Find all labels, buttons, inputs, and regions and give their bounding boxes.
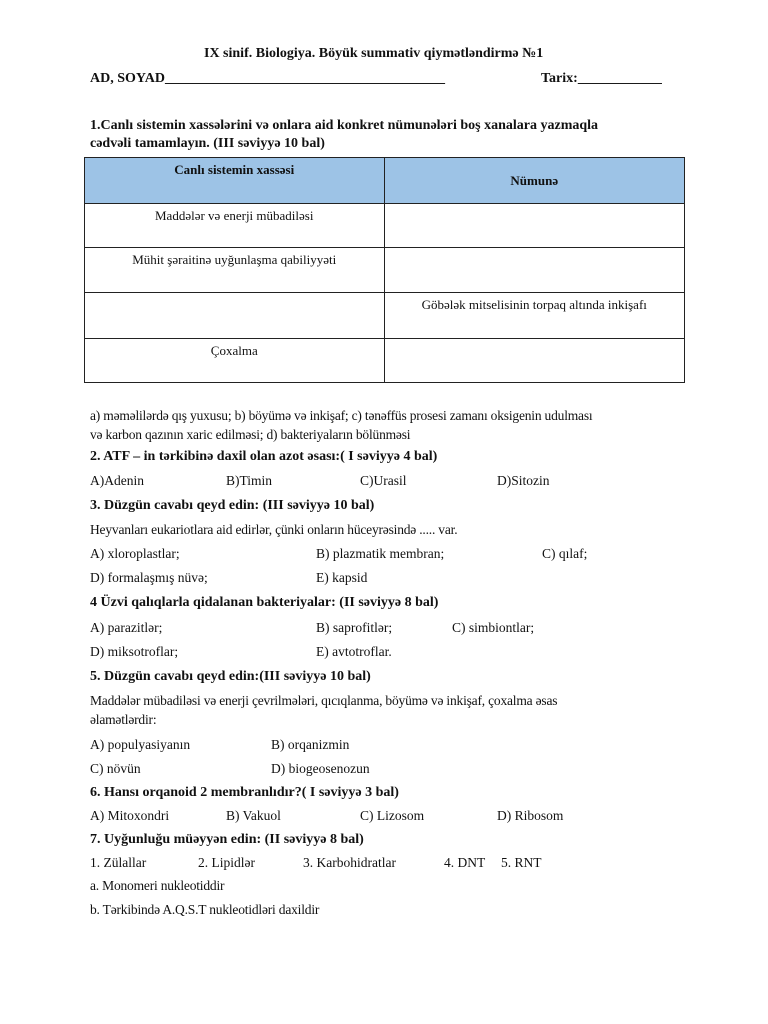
q7-statement-b: b. Tərkibində A.Q.S.T nukleotidləri daxildir	[90, 902, 320, 917]
q1-text-line1: 1.Canlı sistemin xassələrini və onlara aid konkret nümunələri boş xanalara yazmaqla	[90, 118, 599, 133]
q4-option-d[interactable]: D) miksotroflar;	[90, 644, 179, 659]
q6-option-d[interactable]: D) Ribosom	[497, 808, 564, 823]
q3-option-b[interactable]: B) plazmatik membran;	[316, 546, 445, 561]
q7-item-1: 1. Zülallar	[90, 855, 147, 870]
q4-option-c[interactable]: C) simbiontlar;	[452, 620, 535, 635]
page-title: IX sinif. Biologiya. Böyük summativ qiymətləndirmə №1	[204, 46, 544, 61]
date-label: Tarix:	[541, 71, 578, 86]
q5-option-a[interactable]: A) populyasiyanın	[90, 737, 191, 752]
q4-option-e[interactable]: E) avtotroflar.	[316, 644, 392, 659]
q2-option-d[interactable]: D)Sitozin	[497, 473, 550, 488]
q7-item-2: 2. Lipidlər	[198, 855, 255, 870]
q1-example-cell[interactable]	[384, 204, 685, 248]
q1-example-cell[interactable]	[384, 248, 685, 293]
table-row	[85, 293, 685, 339]
q1-property-cell: Maddələr və enerji mübadiləsi	[85, 204, 385, 248]
table-row	[85, 248, 685, 293]
q3-option-a[interactable]: A) xloroplastlar;	[90, 546, 180, 561]
q2-option-a[interactable]: A)Adenin	[90, 473, 144, 488]
q7-item-3: 3. Karbohidratlar	[303, 855, 396, 870]
q1-text-line2: cədvəli tamamlayın. (III səviyyə 10 bal)	[90, 136, 325, 151]
q5-text-line2: əlamətlərdir:	[90, 712, 157, 727]
q4-option-b[interactable]: B) saprofitlər;	[316, 620, 393, 635]
q3-question: 3. Düzgün cavabı qeyd edin: (III səviyyə 10 bal)	[90, 498, 375, 513]
q2-question: 2. ATF – in tərkibinə daxil olan azot əsası:( I səviyyə 4 bal)	[90, 449, 438, 464]
q3-text: Heyvanları eukariotlara aid edirlər, çünki onların hüceyrəsində ..... var.	[90, 522, 458, 537]
q1-example-cell[interactable]	[384, 339, 685, 383]
q5-question: 5. Düzgün cavabı qeyd edin:(III səviyyə 10 bal)	[90, 669, 371, 684]
name-blank[interactable]: ________________________________________	[164, 71, 445, 86]
q4-option-a[interactable]: A) parazitlər;	[90, 620, 163, 635]
q7-item-4: 4. DNT	[444, 855, 486, 870]
q5-option-d[interactable]: D) biogeosenozun	[271, 761, 370, 776]
q1-col2-header: Nümunə	[384, 158, 685, 204]
q6-option-a[interactable]: A) Mitoxondri	[90, 808, 170, 823]
q1-options-line1: a) məməlilərdə qış yuxusu; b) böyümə və inkişaf; c) tənəffüs prosesi zamanı oksigenin udulması	[90, 408, 593, 423]
table-row	[85, 204, 685, 248]
q5-option-b[interactable]: B) orqanizmin	[271, 737, 350, 752]
q5-option-c[interactable]: C) növün	[90, 761, 141, 776]
q7-statement-a: a. Monomeri nukleotiddir	[90, 878, 225, 893]
q6-option-c[interactable]: C) Lizosom	[360, 808, 425, 823]
q1-example-cell: Göbələk mitselisinin torpaq altında inkişafı	[384, 293, 685, 339]
q1-property-cell: Çoxalma	[85, 339, 385, 383]
q6-option-b[interactable]: B) Vakuol	[226, 808, 281, 823]
q3-option-c[interactable]: C) qılaf;	[542, 546, 588, 561]
q3-option-d[interactable]: D) formalaşmış nüvə;	[90, 570, 208, 585]
q2-option-c[interactable]: C)Urasil	[360, 473, 407, 488]
q3-option-e[interactable]: E) kapsid	[316, 570, 368, 585]
q5-text-line1: Maddələr mübadiləsi və enerji çevrilmələri, qıcıqlanma, böyümə və inkişaf, çoxalma əsas	[90, 693, 558, 708]
q6-question: 6. Hansı orqanoid 2 membranlıdır?( I səviyyə 3 bal)	[90, 785, 399, 800]
table-row	[85, 339, 685, 383]
name-label: AD, SOYAD	[90, 71, 165, 86]
q1-table-header-row	[85, 158, 685, 204]
q1-table	[84, 157, 685, 383]
q1-property-cell[interactable]	[85, 293, 385, 339]
name-field[interactable]	[90, 71, 445, 87]
q1-property-cell: Mühit şəraitinə uyğunlaşma qabiliyyəti	[85, 248, 385, 293]
q4-question: 4 Üzvi qalıqlarla qidalanan bakteriyalar: (II səviyyə 8 bal)	[90, 595, 439, 610]
q7-question: 7. Uyğunluğu müəyyən edin: (II səviyyə 8 bal)	[90, 832, 364, 847]
q1-options-line2: və karbon qazının xaric edilməsi; d) bakteriyaların bölünməsi	[90, 427, 411, 442]
q1-col1-header: Canlı sistemin xassəsi	[85, 158, 385, 204]
date-field[interactable]	[541, 71, 662, 87]
q7-item-5: 5. RNT	[501, 855, 542, 870]
date-blank[interactable]: ____________	[577, 71, 662, 86]
q2-option-b[interactable]: B)Timin	[226, 473, 273, 488]
